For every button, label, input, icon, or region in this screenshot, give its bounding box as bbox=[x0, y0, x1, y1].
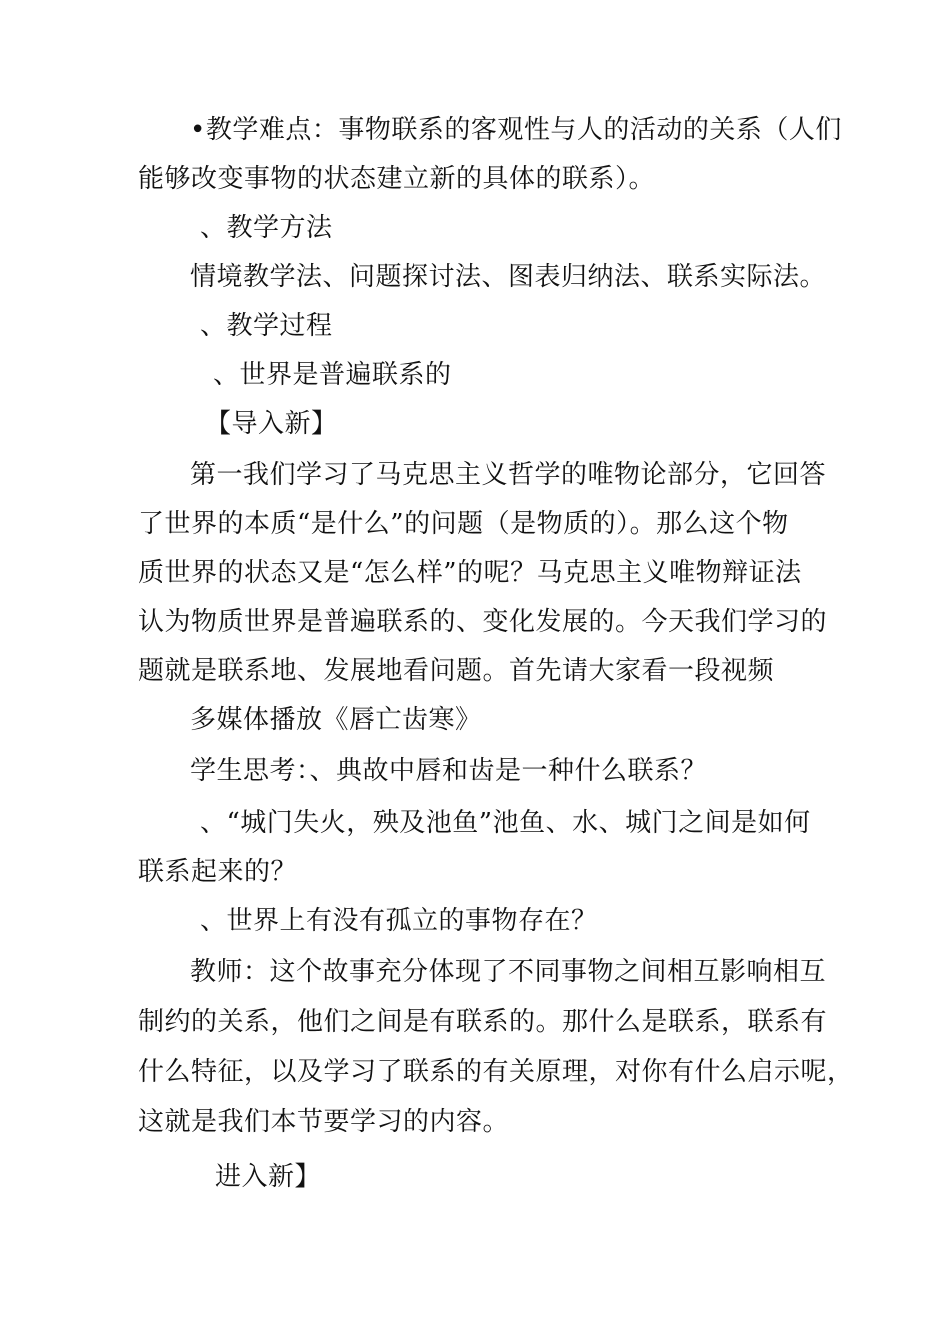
paragraph-1-line-5: 题就是联系地、发展地看问题。首先请大家看一段视频 bbox=[138, 656, 775, 686]
lead-in-heading: 【导入新】 bbox=[205, 409, 338, 439]
student-think-line-1: 学生思考：、典故中唇和齿是一种什么联系？ bbox=[190, 756, 708, 786]
enter-new-heading: 进入新】 bbox=[215, 1162, 322, 1192]
teacher-paragraph-line-3: 什么特征，以及学习了联系的有关原理，对你有什么启示呢， bbox=[138, 1057, 854, 1087]
teacher-paragraph-line-4: 这就是我们本节要学习的内容。 bbox=[138, 1107, 510, 1137]
paragraph-1-line-2: 了世界的本质“是什么”的问题（是物质的）。那么这个物 bbox=[138, 509, 789, 539]
teaching-methods-text: 情境教学法、问题探讨法、图表归纳法、联系实际法。 bbox=[190, 262, 827, 292]
teaching-difficulty-line-2: 能够改变事物的状态建立新的具体的联系）。 bbox=[138, 164, 656, 194]
multimedia-line: 多媒体播放《唇亡齿寒》 bbox=[190, 705, 482, 735]
student-think-line-4: 、世界上有没有孤立的事物存在？ bbox=[200, 906, 598, 936]
student-think-line-3: 联系起来的？ bbox=[138, 857, 298, 887]
paragraph-1-line-1: 第一我们学习了马克思主义哲学的唯物论部分，它回答 bbox=[190, 460, 827, 490]
teacher-paragraph-line-2: 制约的关系，他们之间是有联系的。那什么是联系，联系有 bbox=[138, 1007, 828, 1037]
student-think-line-2: 、“城门失火，殃及池鱼”池鱼、水、城门之间是如何 bbox=[200, 808, 811, 838]
paragraph-1-line-4: 认为物质世界是普遍联系的、变化发展的。今天我们学习的 bbox=[138, 607, 828, 637]
section-heading-teaching-methods: 、教学方法 bbox=[200, 213, 333, 243]
teaching-difficulty-line-1: •教学难点：事物联系的客观性与人的活动的关系（人们 bbox=[190, 115, 842, 145]
paragraph-1-line-3: 质世界的状态又是“怎么样”的呢？马克思主义唯物辩证法 bbox=[138, 558, 802, 588]
teacher-paragraph-line-1: 教师：这个故事充分体现了不同事物之间相互影响相互 bbox=[190, 957, 827, 987]
subsection-heading-universal-connection: 、世界是普遍联系的 bbox=[213, 360, 452, 390]
section-heading-teaching-process: 、教学过程 bbox=[200, 311, 333, 341]
